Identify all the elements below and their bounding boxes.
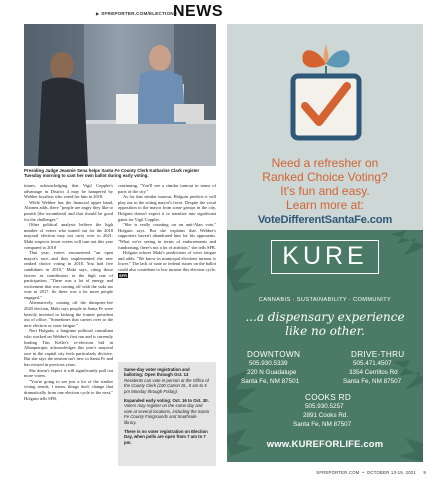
- footer-separator-dot: •: [360, 470, 366, 475]
- kure-website-link[interactable]: www.KUREFORLIFE.com: [266, 438, 384, 449]
- paragraph: Neri Holguin, a longtime political consultant who worked on Webber's first run and is currently leading Tim Keller's re-election bid in Albuquerque, acknowledges this year's mayoral race in the capital city feels particularly divisive. But she says the tension isn't new to Santa Fe and has existed in previous years.: [24, 328, 113, 367]
- kure-dispensary-ad[interactable]: [227, 230, 423, 462]
- location-downtown-name: DOWNTOWN: [247, 350, 301, 359]
- end-mark: SFR: [119, 272, 127, 278]
- info-body: Voters may register on the same day and vote at several locations, including the Santa Fe County Fairgrounds and Southside library.: [124, 403, 210, 425]
- section-url-text: SFREPORTER.COM/ELECTIONS: [101, 11, 178, 16]
- info-heading: There is no voter registration on Election Day, when polls are open from 7 am to 7 pm.: [124, 429, 208, 445]
- location-drivethru-name: DRIVE-THRU: [351, 350, 405, 359]
- section-url[interactable]: ▶ SFREPORTER.COM/ELECTIONS: [96, 11, 178, 16]
- paragraph: [118, 250, 216, 278]
- paragraph: Other political analysts believe the high number of voters who turned out for the 2018 mayoral election may not carry over to 2021. Maki suspects fewer voters will turn out this year compared to 2018: [24, 222, 113, 250]
- location-downtown-street: 220 N Guadalupe: [247, 369, 297, 376]
- paragraph-text: Holguin echoes Maki's predictions of voter fatigue and adds, "We know in municipal elections turnout is lower." The lack of state or federal issues on the ballot could also contribute to low turnout this election cycle.: [118, 250, 216, 272]
- paragraph: As for that similar turnout, Holguin predicts it will play out in the sitting mayor's favor. Despite the vocal opposition to the mayor from some groups in the city, Holguin doesn't expect it to translate into significant gains for Vigil Coppler.: [118, 194, 216, 222]
- location-cooksrd-street: 2891 Cooks Rd.: [303, 412, 349, 419]
- location-drivethru-city: Santa Fe, NM 87507: [343, 378, 402, 385]
- paragraph: She doesn't expect it will significantly pull out more voters.: [24, 367, 113, 379]
- info-heading: Expanded early voting: Oct. 16 to Oct. 30.: [124, 398, 209, 404]
- article-photo: [24, 24, 216, 166]
- ballot-checkbox-icon: [281, 40, 371, 142]
- footer-page-number: 9: [423, 470, 426, 475]
- location-downtown-phone[interactable]: 505.930.5339: [249, 360, 288, 367]
- paragraph: "She is really counting on an anti-Alan vote," Holguin says. But she explains that Webber's supporters haven't abandoned him for his opponents. "What we're seeing in terms of endorsements and fundraising, there's not a lot of attrition," she tells SFR.: [118, 222, 217, 250]
- ad-line: Need a refresher on: [271, 156, 379, 170]
- ad-line: Ranked Choice Voting?: [262, 170, 388, 184]
- polling-place-photo: [24, 24, 216, 166]
- location-drivethru-street: 3354 Cerrillos Rd: [349, 369, 398, 376]
- slogan-line: ...a dispensary experience: [245, 310, 405, 324]
- kure-tagline: CANNABIS · SUSTAINABILITY · COMMUNITY: [258, 297, 392, 303]
- paragraph: Alternatively, coming off the dumpster-fire 2020 election, Maki says people in Santa Fe were heavily invested in kicking the former president out of office. "Sometimes that carries over to the next election as voter fatigue.": [24, 300, 113, 328]
- section-title: NEWS: [173, 3, 223, 20]
- info-body: Residents can vote in-person at the Office of the County Clerk (100 Catron St., 8 am to 5 pm Monday through Friday).: [124, 377, 209, 394]
- paragraph: While Webber has the financial upper hand, Alionen adds, there "people are angry they like to punish [the incumbent] and that should be good for the challenger.": [24, 199, 113, 222]
- location-cooksrd-name: COOKS RD: [305, 393, 352, 402]
- paragraph: continuing, "You'll see a similar turnout in terms of parts of the city.": [118, 183, 216, 194]
- location-cooksrd-phone[interactable]: 505.930.5257: [305, 403, 344, 410]
- footer-date: OCTOBER 13-19, 2021: [366, 470, 416, 475]
- ad-message: [227, 156, 423, 212]
- location-drivethru-phone[interactable]: 505.471.4507: [353, 360, 392, 367]
- kure-slogan: [227, 310, 423, 338]
- location-downtown-city: Santa Fe, NM 87501: [241, 378, 300, 385]
- info-heading: Same-day voter registration and balloting: Open through Oct. 13: [124, 367, 190, 378]
- ad-line: Learn more at:: [285, 198, 365, 212]
- page-header: [0, 0, 440, 26]
- ad-line: It's fun and easy.: [280, 184, 370, 198]
- ranked-choice-voting-ad[interactable]: [227, 24, 423, 236]
- slogan-line: like no other.: [285, 324, 365, 338]
- location-cooksrd-city: Santa Fe, NM 87507: [293, 421, 352, 428]
- paragraph: tinues, acknowledging that Vigil Coppler's advantage in District 4 may be hampered by Webber loyalists who voted for him in 2018.: [24, 183, 113, 200]
- voting-info-box: [118, 362, 216, 466]
- kure-logo: KURE: [282, 242, 368, 270]
- article-column-1: [24, 183, 113, 401]
- page-footer: [296, 470, 426, 475]
- photo-caption: Presiding Judge Jeannie Sena helps Santa Fe County Clerk Katharine Clark register Tuesday morning to cast her own ballot during early voting.: [24, 168, 200, 179]
- paragraph: That year, voters encountered "an open mayor's race...and they implemented the new ranked choice voting in 2018. You had five candidates in 2018," Maki says, citing those factors as contributors to the high rate of participation. "There was a lot of energy and excitement that was coming off with the soda tax vote in 2017. So there was a lot more people engaged.": [24, 250, 113, 300]
- vote-different-link[interactable]: VoteDifferentSantaFe.com: [257, 214, 393, 226]
- footer-site[interactable]: SFREPORTER.COM: [316, 470, 360, 475]
- paragraph: "You're going to see just a lot of the similar voting trends, I mean, things don't change that dramatically from one election cycle to the next," Holguin tells SFR,: [24, 378, 113, 401]
- article-column-2: [118, 183, 216, 278]
